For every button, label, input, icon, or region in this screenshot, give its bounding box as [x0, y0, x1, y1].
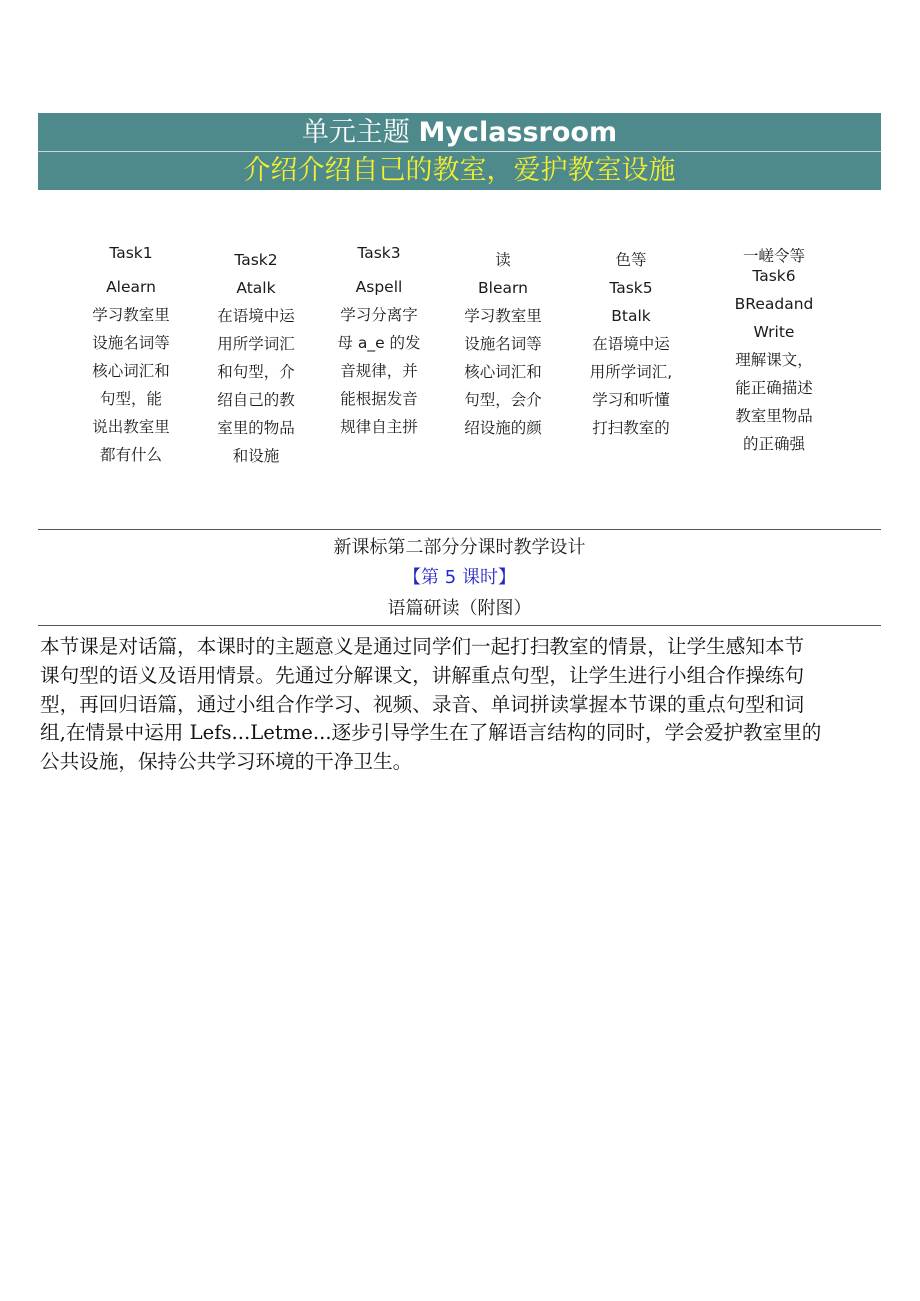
task-line: 和设施 — [232, 447, 280, 465]
task-line: 理解课文， — [735, 351, 813, 369]
task-line: 学习教室里 — [464, 307, 542, 325]
task-line: 设施名词等 — [464, 335, 542, 353]
section-divider — [38, 529, 881, 530]
task-line: Task3 — [357, 244, 401, 262]
task-line: Alearn — [106, 278, 156, 296]
task-line: 和句型，介 — [217, 363, 295, 381]
task-line: 都有什么 — [99, 446, 162, 464]
task-line: Task1 — [109, 244, 153, 262]
unit-theme-name: Myclassroom — [418, 117, 618, 148]
task-line: 句型，会介 — [464, 391, 542, 409]
task-line: 学习和听懂 — [592, 391, 670, 409]
task-line: 句型，能 — [99, 390, 162, 408]
task-line: 学习分离字 — [340, 306, 418, 324]
task-line: 读 — [495, 251, 511, 269]
section-heading: 新课标第二部分分课时教学设计 — [333, 537, 586, 558]
task-line: 的正确强 — [742, 435, 805, 453]
task-line: Write — [753, 323, 795, 341]
unit-theme-title — [38, 113, 881, 152]
unit-theme-prefix: 单元主题 — [301, 117, 410, 148]
task-column-5 — [573, 246, 689, 442]
task-line: 说出教室里 — [92, 418, 170, 436]
unit-theme-subtitle: 介绍介绍自己的教室，爱护教室设施 — [243, 155, 676, 186]
task-line: 学习教室里 — [92, 306, 170, 324]
subheading-divider — [38, 625, 881, 626]
task-column-2 — [198, 246, 314, 470]
unit-theme-banner — [38, 113, 881, 190]
task-column-1 — [73, 239, 189, 469]
task-line: 核心词汇和 — [464, 363, 542, 381]
task-line: 设施名词等 — [92, 334, 170, 352]
task-line: 色等 — [615, 251, 647, 269]
task-line: 母 a_e 的发 — [337, 334, 421, 352]
task-line: Atalk — [236, 279, 276, 297]
task-line: 核心词汇和 — [92, 362, 170, 380]
task-line: 教室里物品 — [735, 407, 813, 425]
task-line: 用所学词汇, — [589, 363, 673, 381]
task-line: Blearn — [478, 279, 528, 297]
paragraph-line: 本节课是对话篇，本课时的主题意义是通过同学们一起打扫教室的情景，让学生感知本节 — [40, 635, 805, 658]
task-line: Task6 — [752, 267, 796, 285]
task-line: 能根据发音 — [340, 390, 418, 408]
task-column-3 — [321, 239, 437, 441]
paragraph-line: 公共设施，保持公共学习环境的干净卫生。 — [40, 750, 413, 774]
task-line: 能正确描述 — [735, 379, 813, 397]
paragraph-line: 组,在情景中运用 Lefs...Letme...逐步引导学生在了解语言结构的同时，学会爱护教室里的 — [40, 721, 822, 745]
task-line: BReadand — [734, 295, 814, 313]
section-subheading: 语篇研读（附图） — [387, 598, 532, 619]
task-line: 在语境中运 — [592, 335, 670, 353]
task-column-6 — [716, 246, 832, 458]
task-line: 一嵯令等 — [742, 247, 805, 265]
task-column-4 — [445, 246, 561, 442]
task-line: 绍自己的教 — [217, 391, 295, 409]
task-line: Aspell — [355, 278, 403, 296]
task-line: 室里的物品 — [217, 419, 295, 437]
task-line: Btalk — [611, 307, 651, 325]
task-line: 打扫教室的 — [592, 419, 670, 437]
paragraph-line: 型，再回归语篇，通过小组合作学习、视频、录音、单词拼读掌握本节课的重点句型和词 — [40, 692, 805, 716]
lesson-description — [40, 633, 882, 777]
task-line: Task5 — [609, 279, 653, 297]
task-line: 在语境中运 — [217, 307, 295, 325]
task-line: Task2 — [234, 251, 278, 269]
paragraph-line: 课句型的语义及语用情景。先通过分解课文，讲解重点句型，让学生进行小组合作操练句 — [40, 663, 805, 687]
task-line: 音规律，并 — [340, 362, 418, 380]
task-line: 规律自主拼 — [340, 418, 418, 436]
lesson-number: 【第 5 课时】 — [403, 567, 516, 588]
task-line: 绍设施的颜 — [464, 419, 542, 437]
task-line: 用所学词汇 — [217, 335, 295, 353]
